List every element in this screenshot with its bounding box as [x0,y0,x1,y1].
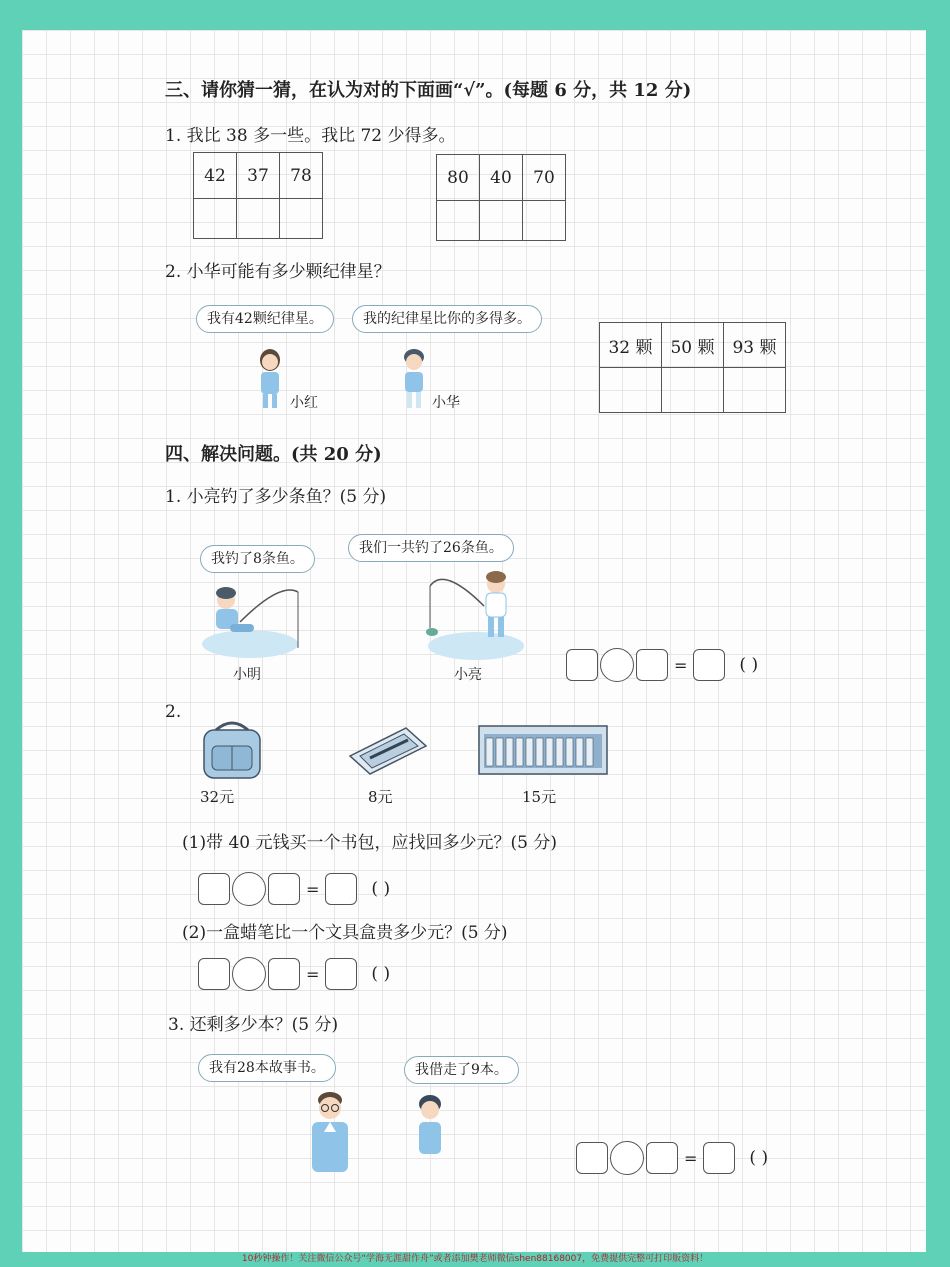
answer-table-b [436,154,566,241]
price-label: 8元 [368,788,393,806]
stars-answer-cell[interactable] [662,368,724,413]
equation-box[interactable] [566,649,598,681]
stars-option: 32 颗 [600,323,662,368]
table-b-cell: 70 [523,155,566,201]
q1-text: 1. 我比 38 多一些。我比 72 少得多。 [165,126,456,146]
equation-box[interactable] [268,873,300,905]
unit-parentheses[interactable]: ( ) [749,1148,769,1168]
operator-circle[interactable] [232,872,266,906]
equation-box[interactable] [576,1142,608,1174]
equation-box[interactable] [268,958,300,990]
footer-notice: 10秒钟操作！关注微信公众号“学海无涯甜作舟”或者添加樊老师微信shen88168007，免费提供完整可打印版资料！ [241,1254,709,1264]
result-box[interactable] [325,873,357,905]
equation-row [566,648,758,682]
price-label: 15元 [522,788,557,806]
table-a-answer-cell[interactable] [280,199,323,239]
fishing-boy-xiaoliang-icon [414,566,526,662]
unit-parentheses[interactable]: ( ) [371,964,391,984]
speech-bubble: 我钓了8条鱼。 [200,545,315,573]
boy-figure-icon [412,1092,448,1158]
equation-box[interactable] [636,649,668,681]
table-a-cell: 78 [280,153,323,199]
equation-row [198,957,390,991]
equals-sign: = [684,1148,698,1168]
table-a-answer-cell[interactable] [194,199,237,239]
name-label: 小亮 [454,667,482,683]
table-b-answer-cell[interactable] [523,201,566,241]
stars-table [599,322,786,413]
table-b-answer-cell[interactable] [480,201,523,241]
speech-bubble: 我们一共钓了26条鱼。 [348,534,514,562]
girl-figure-icon [252,346,288,410]
s4-q3-text: 3. 还剩多少本？(5 分) [168,1015,339,1035]
table-b-cell: 40 [480,155,523,201]
speech-bubble: 我的纪律星比你的多得多。 [352,305,542,333]
operator-circle[interactable] [600,648,634,682]
speech-bubble: 我有42颗纪律星。 [196,305,334,333]
s4-q2-sub2: (2)一盒蜡笔比一个文具盒贵多少元？(5 分) [182,923,508,943]
equation-row [198,872,390,906]
stars-answer-cell[interactable] [600,368,662,413]
speech-bubble: 我借走了9本。 [404,1056,519,1084]
stars-answer-cell[interactable] [724,368,786,413]
s4-q1-text: 1. 小亮钓了多少条鱼？(5 分) [165,487,387,507]
q2-text: 2. 小华可能有多少颗纪律星？ [165,262,391,282]
equals-sign: = [674,655,688,675]
s4-q2-sub1: (1)带 40 元钱买一个书包，应找回多少元？(5 分) [182,833,558,853]
operator-circle[interactable] [232,957,266,991]
table-a-answer-cell[interactable] [237,199,280,239]
name-label: 小红 [290,395,318,411]
table-a-cell: 37 [237,153,280,199]
teacher-figure-icon [306,1088,354,1174]
result-box[interactable] [693,649,725,681]
equation-box[interactable] [646,1142,678,1174]
answer-table-a [193,152,323,239]
name-label: 小华 [432,395,460,411]
backpack-icon [196,716,268,782]
section3-heading: 三、请你猜一猜，在认为对的下面画“√”。(每题 6 分，共 12 分) [165,80,692,101]
speech-bubble: 我有28本故事书。 [198,1054,336,1082]
unit-parentheses[interactable]: ( ) [371,879,391,899]
equation-box[interactable] [198,873,230,905]
table-a-cell: 42 [194,153,237,199]
price-label: 32元 [200,788,235,806]
name-label: 小明 [233,667,261,683]
table-b-cell: 80 [437,155,480,201]
s4-q2-number: 2. [165,702,182,722]
fishing-boy-xiaoming-icon [200,582,310,662]
pencil-box-icon [348,726,428,778]
table-b-answer-cell[interactable] [437,201,480,241]
result-box[interactable] [703,1142,735,1174]
section4-heading: 四、解决问题。(共 20 分) [165,444,382,465]
crayons-box-icon [478,724,608,776]
equals-sign: = [306,964,320,984]
stars-option: 50 颗 [662,323,724,368]
stars-option: 93 颗 [724,323,786,368]
operator-circle[interactable] [610,1141,644,1175]
boy-figure-icon [396,346,432,410]
equation-box[interactable] [198,958,230,990]
equation-row [576,1141,768,1175]
unit-parentheses[interactable]: ( ) [739,655,759,675]
result-box[interactable] [325,958,357,990]
equals-sign: = [306,879,320,899]
